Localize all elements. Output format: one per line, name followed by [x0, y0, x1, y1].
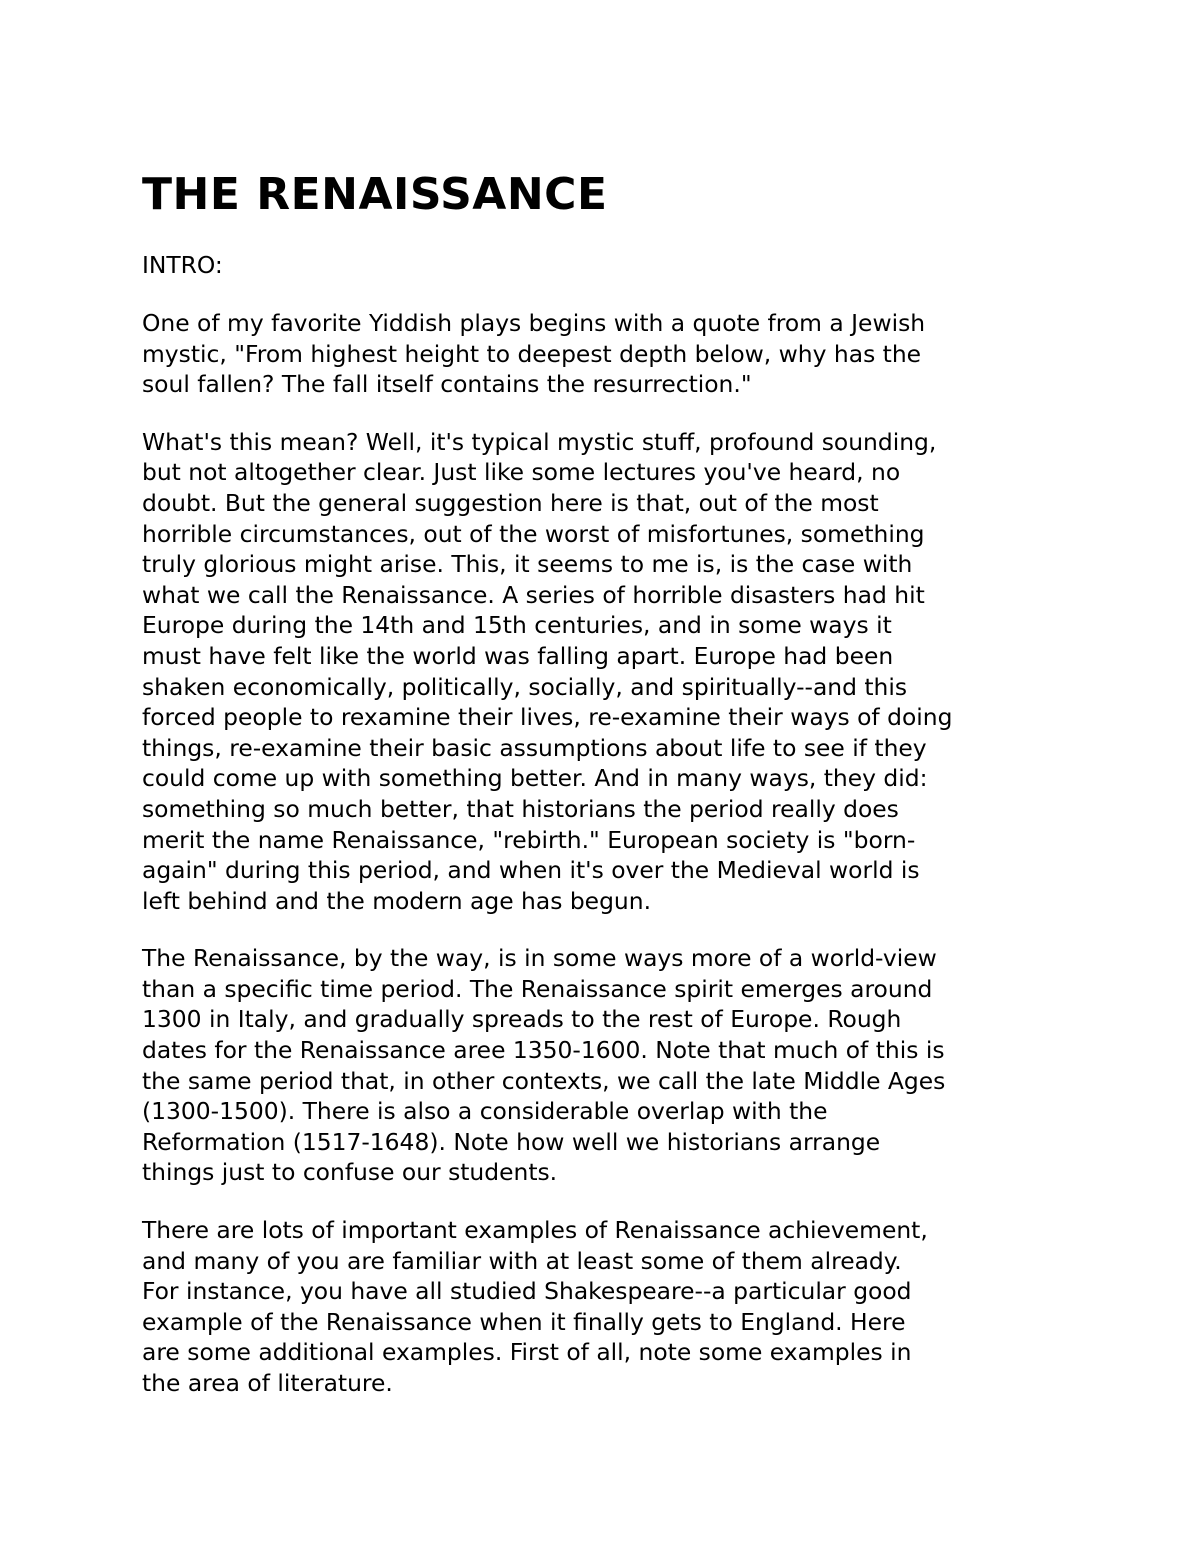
paragraph-2: What's this mean? Well, it's typical mystic stuff, profound sounding, but not altogether clear. Just like some lectures you've heard, no doubt. But the general suggestion here is that, out of the most horrible circumstances, out of the worst of misfortunes, something truly glorious might arise. This, it seems to me is, is the case with what we call the Renaissance. A series of horrible disasters had hit Europe during the 14th and 15th centuries, and in some ways it must have felt like the world was falling apart. Europe had been shaken economically, politically, socially, and spiritually--and this forced people to rexamine their lives, re-examine their ways of doing things, re-examine their basic assumptions about life to see if they could come up with something better. And in many ways, they did: something so much better, that historians the period really does merit the name Renaissance, "rebirth." European society is "born- again" during this period, and when it's over the Medieval world is left behind and the modern age has begun. — [142, 427, 953, 915]
paragraph-4: There are lots of important examples of Renaissance achievement, and many of you are familiar with at least some of them already. For instance, you have all studied Shakespeare--a particular good example of the Renaissance when it finally gets to England. Here are some additional examples. First of all, note some examples in the area of literature. — [142, 1216, 928, 1397]
paragraph-3: The Renaissance, by the way, is in some ways more of a world-view than a specific time period. The Renaissance spirit emerges around 1300 in Italy, and gradually spreads to the rest of Europe. Rough dates for the Renaissance aree 1350-1600. Note that much of this is the same period that, in other contexts, we call the late Middle Ages (1300-1500). There is also a considerable overlap with the Reformation (1517-1648). Note how well we historians arrange things just to confuse our students. — [142, 944, 946, 1187]
paragraph-1: One of my favorite Yiddish plays begins with a quote from a Jewish mystic, "From highest height to deepest depth below, why has the soul fallen? The fall itself contains the resurrection." — [142, 309, 926, 399]
section-label-intro: INTRO: — [142, 251, 223, 279]
document-page — [142, 166, 1082, 1426]
document-title: THE RENAISSANCE — [142, 169, 608, 220]
